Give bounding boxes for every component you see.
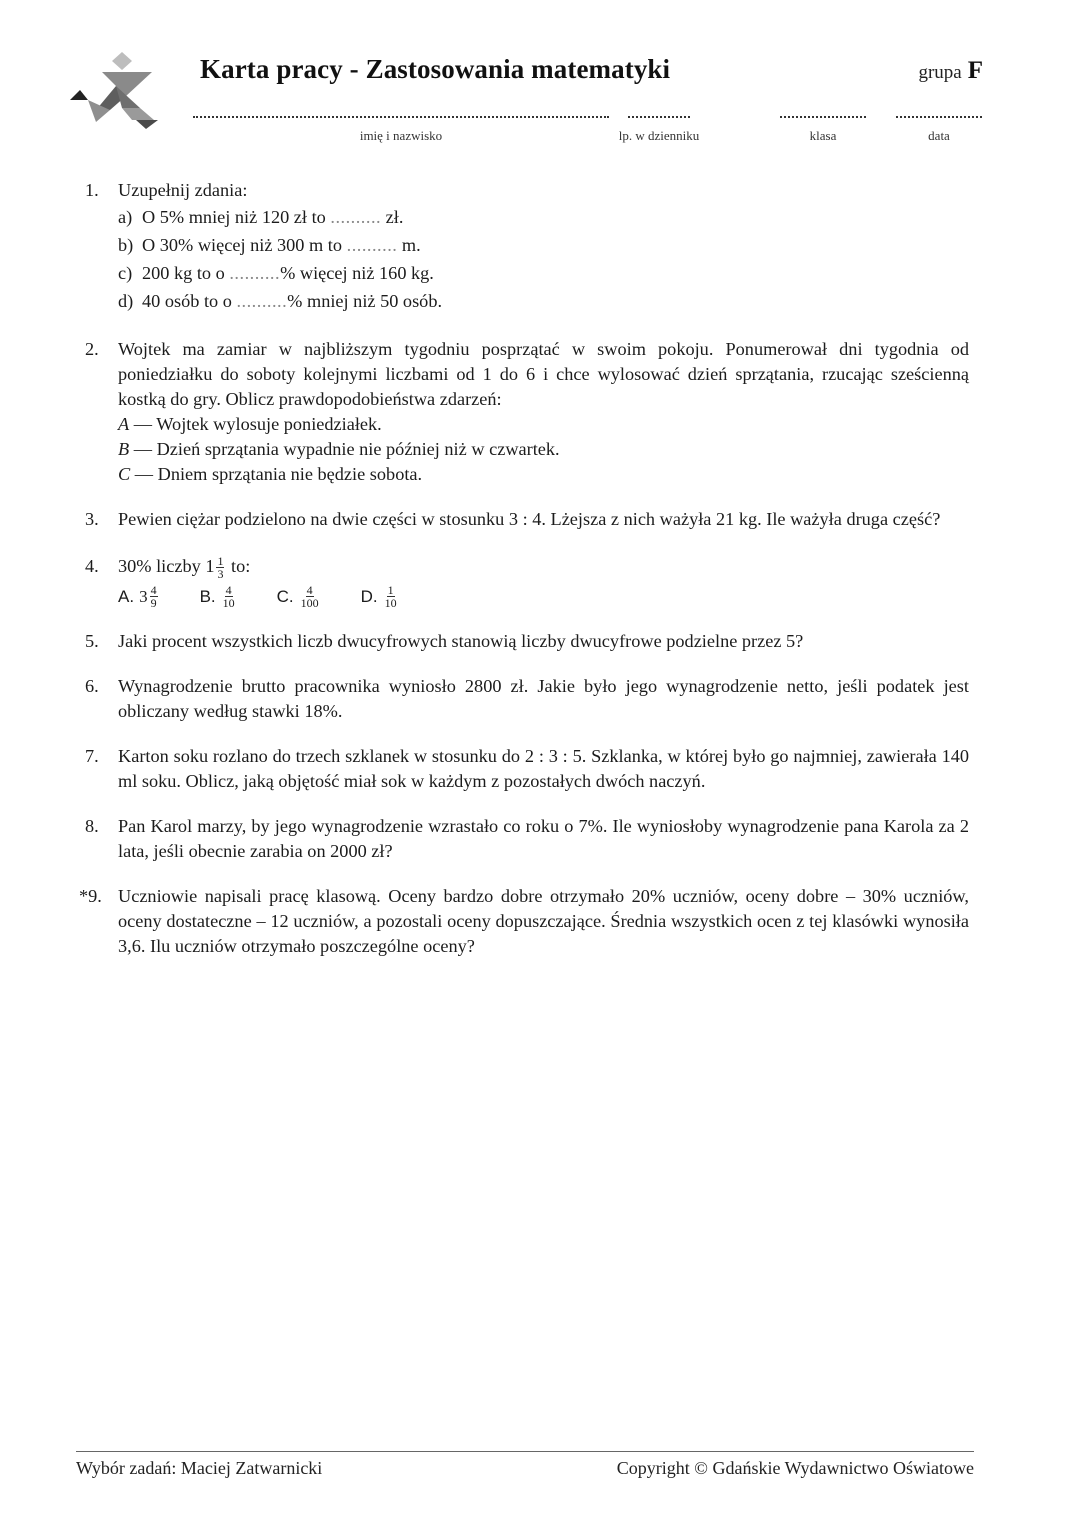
fraction (216, 555, 224, 580)
subitem-text: O 5% mniej niż 120 zł to (142, 207, 326, 227)
answer-blank[interactable]: .......... (346, 235, 398, 255)
task-number: 7. (85, 746, 99, 767)
event-symbol: B (118, 439, 130, 459)
task-text (118, 554, 969, 580)
register-number-dotted-line[interactable] (628, 110, 690, 118)
class-field-label: klasa (809, 128, 837, 143)
name-field-dotted-line[interactable] (193, 110, 609, 118)
task-number: 4. (85, 556, 99, 576)
task-9 (79, 884, 969, 959)
task-subitem (118, 259, 969, 287)
task-number: 8. (85, 816, 99, 837)
task-text: Wojtek ma zamiar w najbliższym tygodniu posprzątać w swoim pokoju. Ponumerował dni tygodnia od poniedziałku do soboty kolejnymi liczbami od 1 do 6 i chce wylosować dzień sprzątania, rzucając sześcienną kostką do gry. Oblicz prawdopodobieństwa zdarzeń: (118, 339, 969, 409)
event-text: — Wojtek wylosuje poniedziałek. (133, 414, 382, 434)
fraction-numerator: 1 (217, 554, 224, 569)
fraction-numerator: 4 (150, 583, 157, 598)
subitem-text: % więcej niż 160 kg. (280, 263, 434, 283)
fraction (301, 584, 319, 609)
task-text: Uczniowie napisali pracę klasową. Oceny bardzo dobre otrzymało 20% uczniów, oceny dobre – 30% uczniów, oceny dostateczne – 12 uczniów, a pozostali oceny dopuszczające. Średnia wszystkich ocen z tej klasówki wynosiła 3,6. Ilu uczniów otrzymało poszczególne oceny? (118, 886, 969, 957)
task-4 (85, 554, 969, 609)
subitem-label: d) (118, 291, 134, 311)
option-whole: 3 (139, 587, 148, 607)
task-list (79, 178, 969, 959)
fraction-denominator: 10 (384, 596, 397, 611)
fraction-numerator: 4 (306, 583, 313, 598)
fraction-denominator: 10 (222, 596, 235, 611)
fraction (223, 584, 235, 609)
subitem-label: c) (118, 263, 133, 283)
task-subitem (118, 231, 969, 259)
answer-blank[interactable]: .......... (236, 291, 288, 311)
task-text: Uzupełnij zdania: (118, 180, 248, 200)
subitem-text: 40 osób to o (142, 291, 232, 311)
task-text: Wynagrodzenie brutto pracownika wyniosło 2800 zł. Jakie było jego wynagrodzenie netto, jeśli podatek jest obliczany według stawki 18%. (118, 676, 969, 722)
task-number: 3. (85, 509, 99, 529)
register-number-label: lp. w dzienniku (618, 128, 700, 143)
task-number: 5. (85, 631, 99, 652)
subitem-text: 200 kg to o (142, 263, 225, 283)
task-subitem (118, 203, 969, 231)
event-b (118, 437, 969, 462)
task-number: *9. (79, 886, 102, 907)
task-7 (85, 744, 969, 794)
class-field-dotted-line[interactable] (780, 110, 866, 118)
option-label: A. (118, 587, 135, 607)
task-3 (85, 507, 969, 532)
subitem-text: O 30% więcej niż 300 m to (142, 235, 343, 255)
date-field[interactable] (896, 110, 982, 144)
task-5 (85, 629, 969, 654)
task-6 (85, 674, 969, 724)
task-text: Pewien ciężar podzielono na dwie części w stosunku 3 : 4. Lżejsza z nich ważyła 21 kg. Ile ważyła druga część? (118, 509, 941, 529)
event-text: — Dzień sprzątania wypadnie nie później niż w czwartek. (133, 439, 560, 459)
group-indicator (918, 57, 983, 85)
option-b[interactable] (200, 584, 237, 609)
fraction (150, 584, 158, 609)
answer-blank[interactable]: .......... (229, 263, 281, 283)
answer-blank[interactable]: .......... (330, 207, 382, 227)
fraction-denominator: 9 (150, 596, 157, 611)
subitem-text: m. (401, 235, 421, 255)
fraction-numerator: 4 (225, 583, 232, 598)
fraction-numerator: 1 (387, 583, 394, 598)
fraction-denominator: 100 (300, 596, 319, 611)
task-number: 1. (85, 180, 99, 200)
task-text-part: to: (231, 556, 251, 576)
task-8 (85, 814, 969, 864)
date-field-label: data (928, 128, 950, 143)
event-symbol: C (118, 464, 131, 484)
subitem-text: zł. (385, 207, 404, 227)
event-a (118, 412, 969, 437)
task-text: Jaki procent wszystkich liczb dwucyfrowych stanowią liczby dwucyfrowe podzielne przez 5? (118, 631, 804, 652)
task-subitem (118, 287, 969, 315)
group-label: grupa (918, 62, 962, 83)
event-c (118, 462, 969, 487)
mixed-number-whole: 1 (205, 556, 215, 576)
event-text: — Dniem sprzątania nie będzie sobota. (134, 464, 423, 484)
subitem-label: a) (118, 207, 133, 227)
tangram-runner-logo-icon (66, 50, 162, 130)
subitem-text: % mniej niż 50 osób. (287, 291, 443, 311)
option-c[interactable] (277, 584, 321, 609)
event-symbol: A (118, 414, 130, 434)
task-number: 6. (85, 676, 99, 697)
option-label: C. (276, 587, 294, 607)
fraction-denominator: 3 (217, 567, 224, 582)
name-field[interactable] (193, 110, 609, 144)
footer-divider (76, 1451, 974, 1452)
option-label: B. (199, 587, 216, 607)
task-number: 2. (85, 339, 99, 359)
class-field[interactable] (780, 110, 866, 144)
task-2 (85, 337, 969, 487)
task-text: Pan Karol marzy, by jego wynagrodzenie wzrastało co roku o 7%. Ile wyniosłoby wynagrodzenie pana Karola za 2 lata, jeśli obecnie zarabia on 2000 zł? (118, 816, 969, 862)
fraction (385, 584, 397, 609)
page-title: Karta pracy - Zastosowania matematyki (200, 54, 671, 84)
task-1 (85, 178, 969, 315)
answer-options (118, 584, 969, 609)
task-text: Karton soku rozlano do trzech szklanek w stosunku do 2 : 3 : 5. Szklanka, w której było go najmniej, zawierała 140 ml soku. Oblicz, jaką objętość miał sok w każdym z pozostałych dwóch naczyń. (118, 746, 969, 792)
group-value: F (967, 57, 983, 84)
date-field-dotted-line[interactable] (896, 110, 982, 118)
option-label: D. (360, 587, 378, 607)
subitem-label: b) (118, 235, 134, 255)
name-field-label: imię i nazwisko (359, 128, 443, 143)
task-text-part: 30% liczby (118, 556, 201, 576)
footer-copyright: Copyright © Gdańskie Wydawnictwo Oświatowe (616, 1458, 974, 1478)
footer-author: Wybór zadań: Maciej Zatwarnicki (76, 1458, 323, 1478)
register-number-field[interactable] (618, 110, 700, 144)
option-a[interactable] (118, 584, 160, 609)
option-d[interactable] (361, 584, 399, 609)
